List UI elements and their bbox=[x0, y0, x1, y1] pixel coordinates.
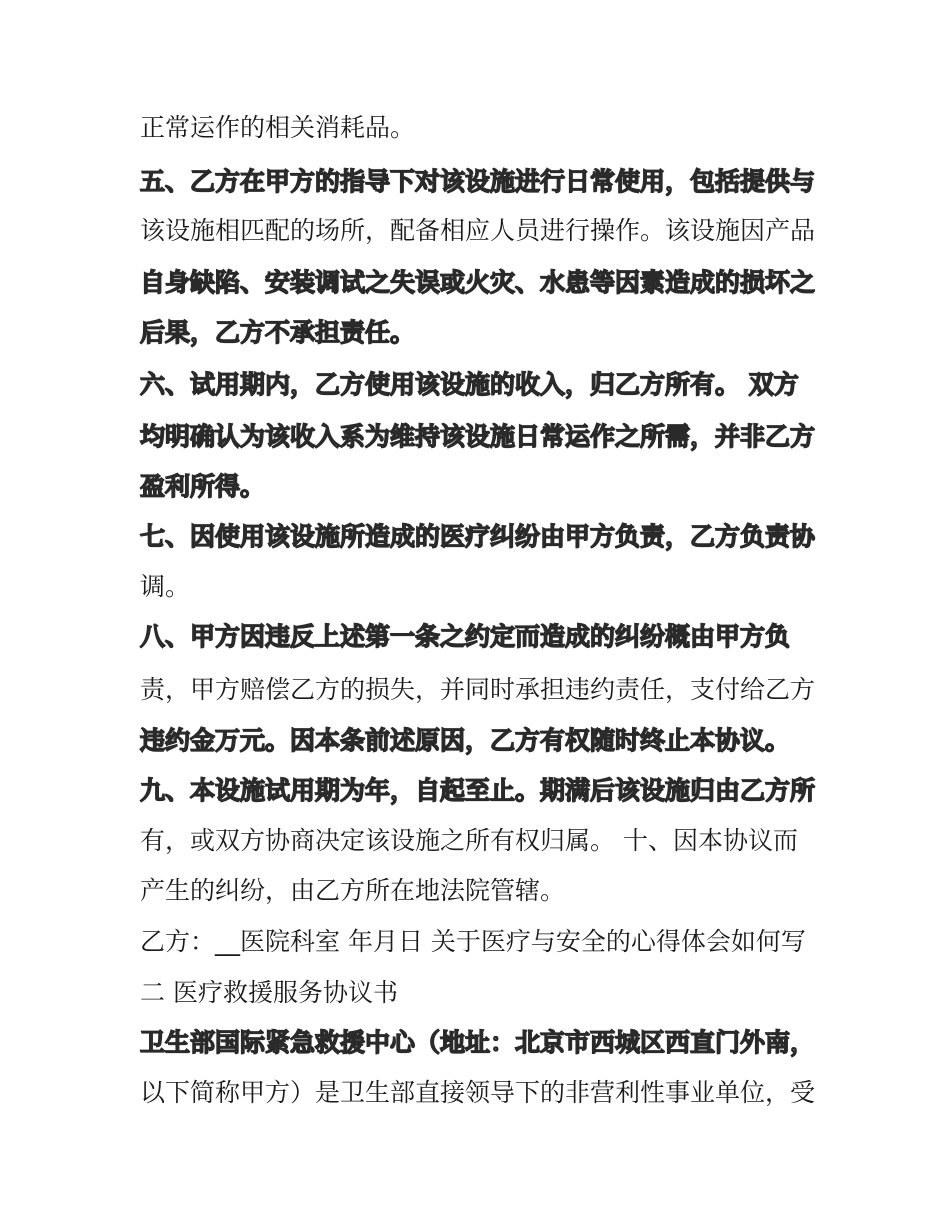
text-line: 七、因使用该设施所造成的医疗纠纷由甲方负责，乙方负责协 bbox=[140, 522, 816, 551]
text-line: 卫生部国际紧急救援中心（地址：北京市西城区西直门外南， bbox=[140, 1028, 816, 1057]
text-line: 乙方：__医院科室 年月日 关于医疗与安全的心得体会如何写 bbox=[140, 927, 806, 956]
text-line: 盈利所得。 bbox=[140, 472, 266, 501]
text-line: 有，或双方协商决定该设施之所有权归属。 十、因本协议而 bbox=[140, 826, 798, 855]
text-line: 产生的纠纷，由乙方所在地法院管辖。 bbox=[140, 876, 566, 905]
text-line: 责，甲方赔偿乙方的损失，并同时承担违约责任，支付给乙方 bbox=[140, 675, 816, 704]
text-line: 五、乙方在甲方的指导下对该设施进行日常使用，包括提供与 bbox=[140, 167, 816, 196]
text-line: 自身缺陷、安装调试之失误或火灾、水患等因素造成的损坏之 bbox=[140, 268, 816, 297]
text-line: 九、本设施试用期为年，自起至止。期满后该设施归由乙方所 bbox=[140, 776, 816, 805]
text-line: 二 医疗救援服务协议书 bbox=[140, 978, 398, 1007]
text-line: 调。 bbox=[140, 572, 191, 601]
text-line: 均明确认为该收入系为维持该设施日常运作之所需，并非乙方 bbox=[140, 422, 816, 451]
text-line: 违约金万元。因本条前述原因，乙方有权随时终止本协议。 bbox=[140, 726, 791, 755]
text-line: 以下简称甲方）是卫生部直接领导下的非营利性事业单位，受 bbox=[140, 1078, 816, 1107]
text-line: 正常运作的相关消耗品。 bbox=[140, 113, 416, 142]
text-line: 后果，乙方不承担责任。 bbox=[140, 318, 416, 347]
text-line: 六、试用期内，乙方使用该设施的收入，归乙方所有。 双方 bbox=[140, 370, 799, 399]
text-line: 八、甲方因违反上述第一条之约定而造成的纠纷概由甲方负 bbox=[140, 622, 791, 651]
text-line: 该设施相匹配的场所，配备相应人员进行操作。该设施因产品 bbox=[140, 216, 816, 245]
